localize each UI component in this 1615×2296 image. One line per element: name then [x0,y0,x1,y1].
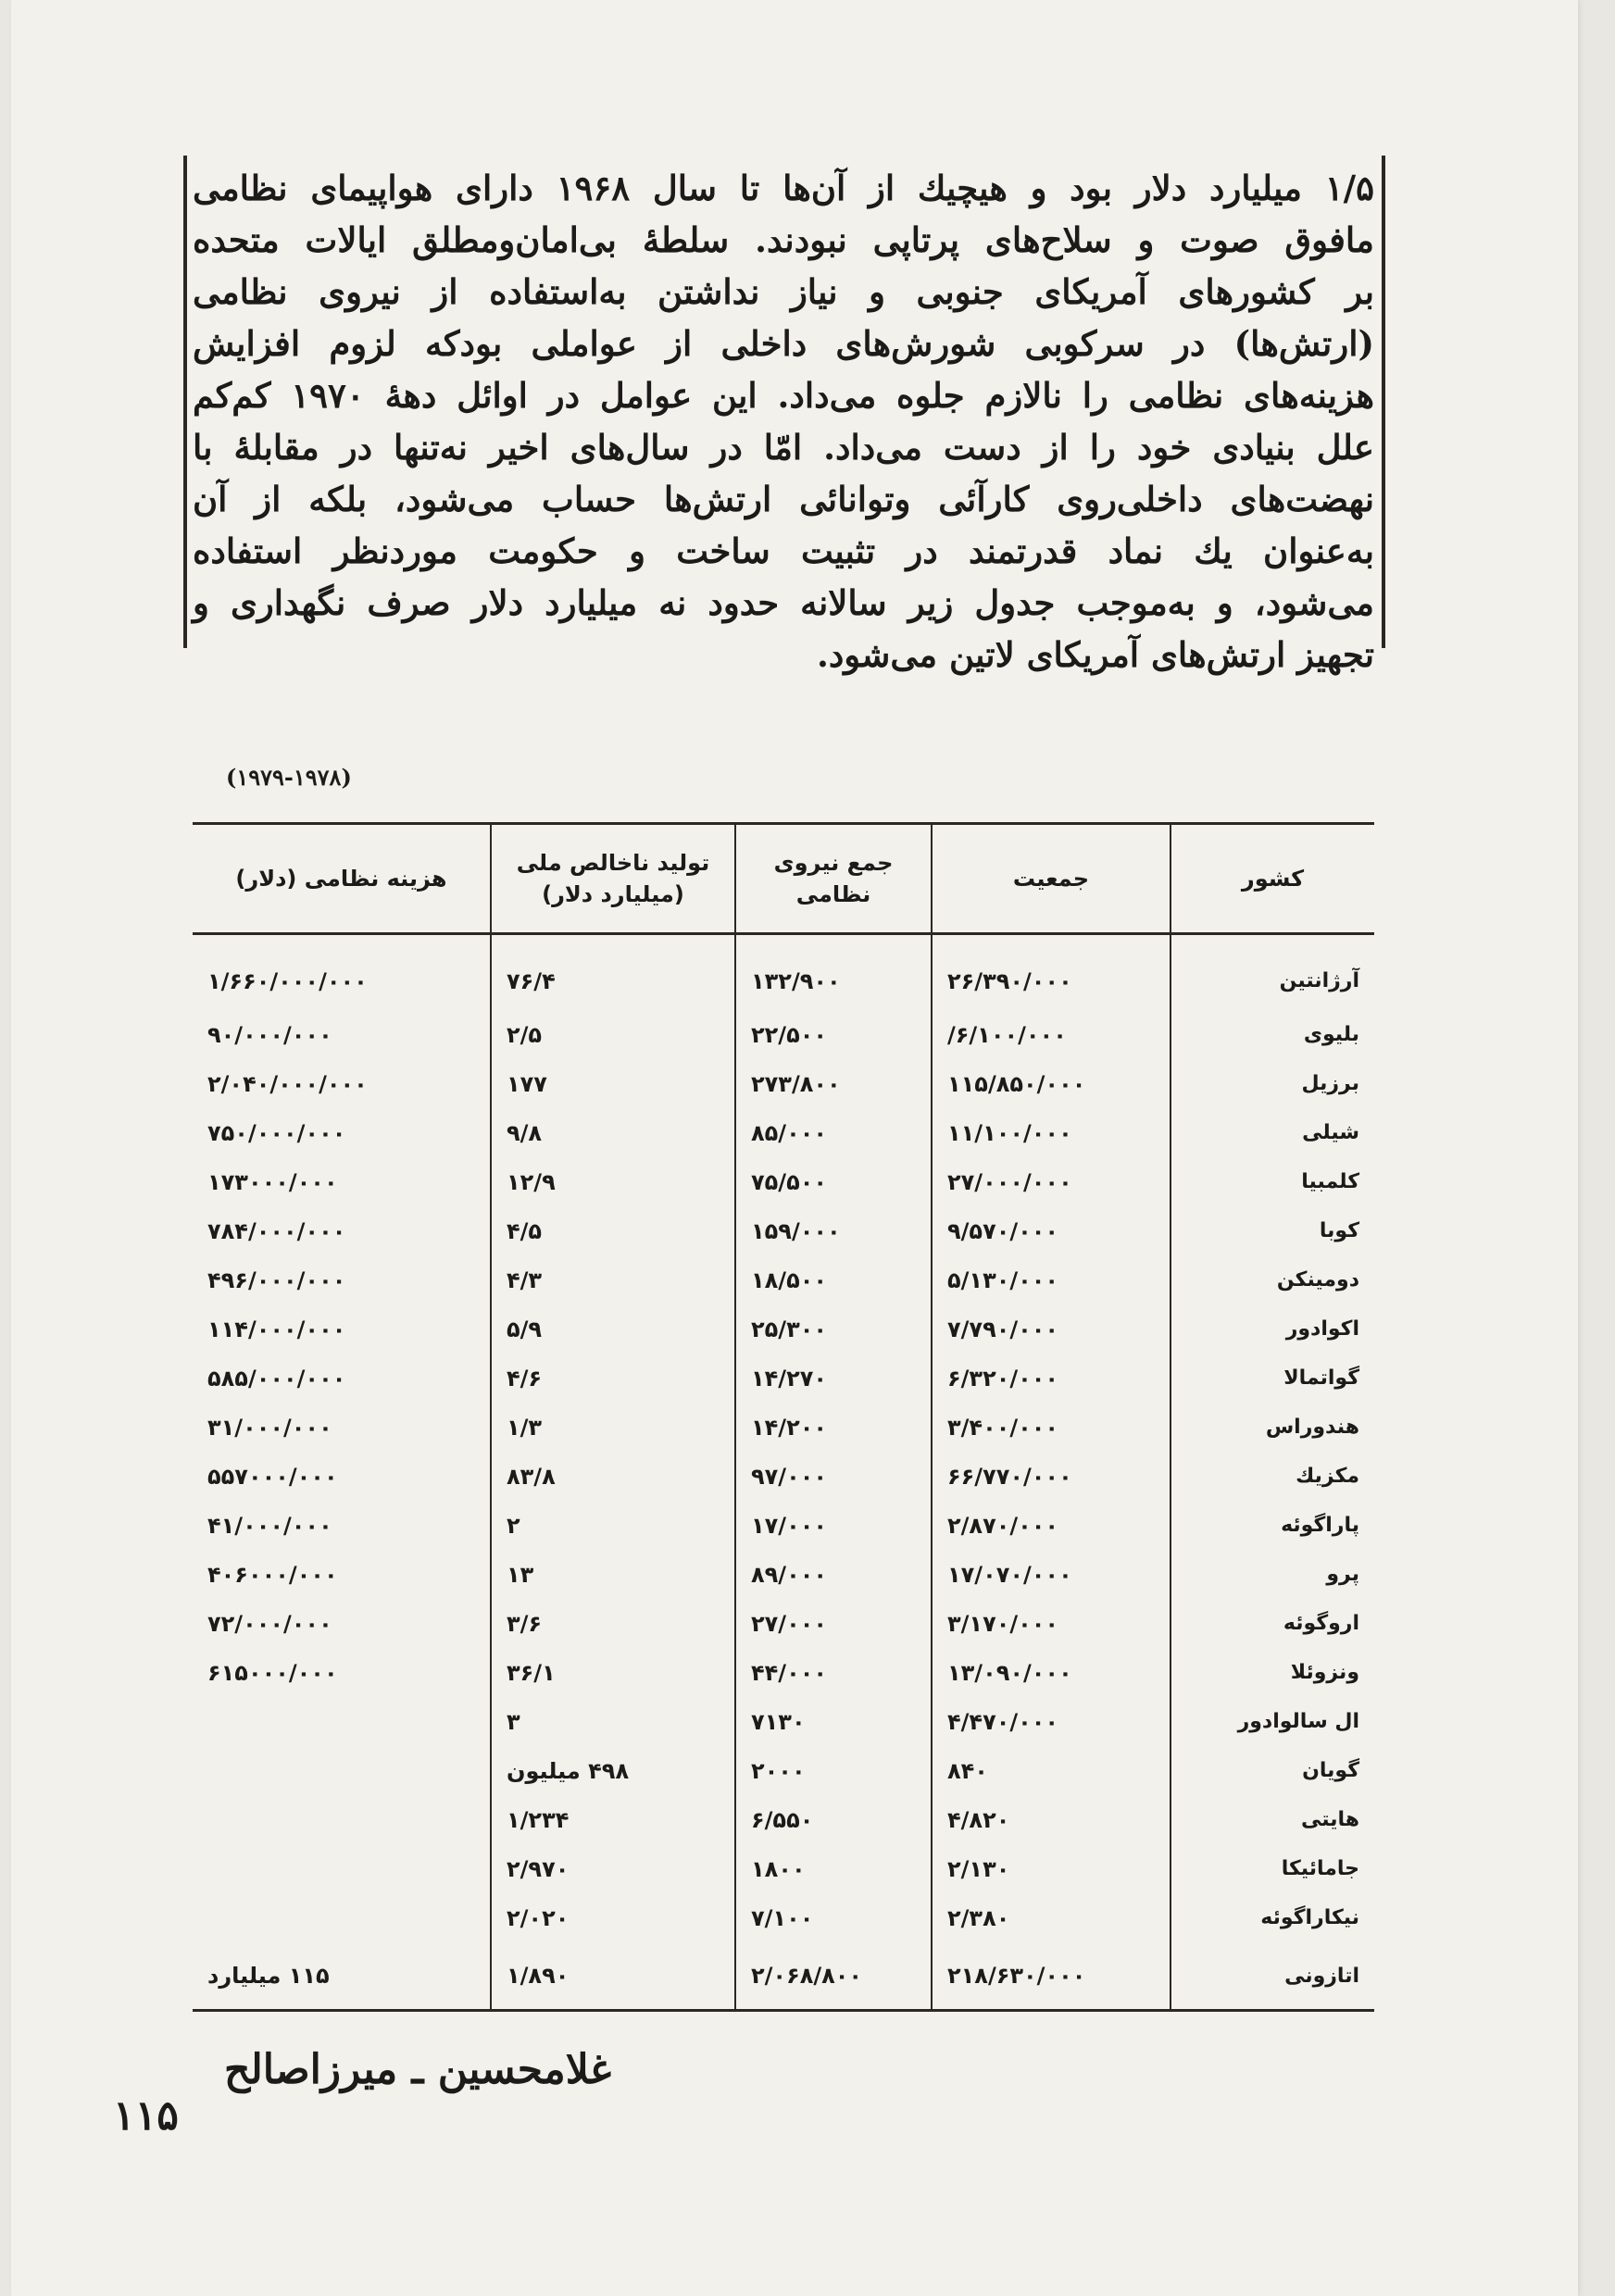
cell-country: شیلی [1171,1108,1374,1157]
cell-military: ۱۳۲/۹۰۰ [735,934,932,1011]
paragraph-line: علل بنیادی خود را از دست می‌داد. امّا در سال‌های اخیر نه‌تنها در مقابلهٔ با [193,427,1374,468]
cell-military: ۱۸/۵۰۰ [735,1255,932,1304]
cell-country: هایتی [1171,1795,1374,1844]
table-row [193,1354,1374,1403]
cell-military: ۲/۰۶۸/۸۰۰ [735,1942,932,2011]
cell-country: آرژانتین [1171,934,1374,1011]
cell-gnp: ۵/۹ [491,1304,735,1354]
cell-military: ۷/۱۰۰ [735,1893,932,1942]
paragraph-line: نهضت‌های داخلی‌روی کارآئی وتوانائی ارتش‌ها حساب می‌شود، بلکه از آن [193,479,1375,519]
header-country: کشور [1171,824,1374,934]
paragraph-line: بر کشورهای آمریکای جنوبی و نیاز نداشتن به‌استفاده از نیروی نظامی [193,271,1374,312]
table-source-years: (۱۹۷۹-۱۹۷۸) [226,764,352,791]
cell-expenditure: ۷۲/۰۰۰/۰۰۰ [207,1610,332,1637]
cell-expenditure [193,1697,491,1746]
cell-gnp: ۴۹۸ میلیون [491,1746,735,1795]
cell-military: ۱۸۰۰ [735,1844,932,1893]
cell-expenditure: ۵۵۷۰۰۰/۰۰۰ [207,1463,338,1490]
table-row [193,1403,1374,1452]
header-gnp: تولید ناخالص ملی (میلیارد دلار) [491,824,735,934]
cell-gnp: ۱/۸۹۰ [491,1942,735,2011]
cell-population: ۴/۸۲۰ [932,1795,1171,1844]
cell-expenditure: ۶۱۵۰۰۰/۰۰۰ [207,1659,338,1686]
cell-military: ۲۷/۰۰۰ [735,1599,932,1648]
cell-population: ۱۷/۰۷۰/۰۰۰ [932,1550,1171,1599]
header-population: جمعیت [932,824,1171,934]
cell-expenditure: ۹۰/۰۰۰/۰۰۰ [207,1021,332,1048]
cell-country: اروگوئه [1171,1599,1374,1648]
cell-gnp: ۳۶/۱ [491,1648,735,1697]
table-row [193,1452,1374,1501]
cell-expenditure: ۷۸۴/۰۰۰/۰۰۰ [207,1217,346,1244]
cell-country: کوبا [1171,1206,1374,1255]
cell-military: ۸۹/۰۰۰ [735,1550,932,1599]
cell-country: ال سالوادور [1171,1697,1374,1746]
table-row [193,1795,1374,1844]
paragraph-line: مافوق صوت و سلاح‌های پرتاپی نبودند. سلطهٔ بی‌امان‌ومطلق ایالات متحده [193,219,1374,260]
cell-expenditure: ۱۱۴/۰۰۰/۰۰۰ [207,1316,346,1342]
cell-country: پاراگوئه [1171,1501,1374,1550]
military-statistics-table [193,822,1374,2012]
paragraph-line: (ارتش‌ها) در سرکوبی شورش‌های داخلی از عواملی بودکه لزوم افزایش [193,323,1374,364]
cell-military: ۱۵۹/۰۰۰ [735,1206,932,1255]
cell-expenditure [193,1844,491,1893]
cell-country: برزیل [1171,1059,1374,1108]
table-row [193,1648,1374,1697]
table-row [193,1942,1374,2011]
cell-population: ۱۱۵/۸۵۰/۰۰۰ [932,1059,1171,1108]
table-row [193,1697,1374,1746]
margin-rule-left [183,156,187,648]
cell-military: ۸۵/۰۰۰ [735,1108,932,1157]
table-row [193,1304,1374,1354]
cell-gnp: ۴/۳ [491,1255,735,1304]
cell-military: ۱۴/۲۷۰ [735,1354,932,1403]
cell-population: ۶/۱۰۰/۰۰۰/ [932,1010,1171,1059]
cell-expenditure: ۱۷۳۰۰۰/۰۰۰ [207,1168,338,1195]
cell-military: ۱۷/۰۰۰ [735,1501,932,1550]
cell-country: بلیوی [1171,1010,1374,1059]
cell-gnp: ۲/۹۷۰ [491,1844,735,1893]
cell-military: ۷۵/۵۰۰ [735,1157,932,1206]
cell-military: ۲۲/۵۰۰ [735,1010,932,1059]
cell-country: ونزوئلا [1171,1648,1374,1697]
table-row [193,1059,1374,1108]
cell-expenditure: ۴۹۶/۰۰۰/۰۰۰ [207,1267,346,1293]
cell-gnp: ۳ [491,1697,735,1746]
cell-expenditure: ۴۱/۰۰۰/۰۰۰ [207,1512,332,1539]
page-number: ۱۱۵ [113,2092,179,2140]
cell-country: اتازونی [1171,1942,1374,2011]
table-row [193,1206,1374,1255]
cell-gnp: ۲/۵ [491,1010,735,1059]
cell-country: گویان [1171,1746,1374,1795]
cell-gnp: ۸۳/۸ [491,1452,735,1501]
cell-population: ۲/۳۸۰ [932,1893,1171,1942]
paragraph-line: هزینه‌های نظامی را نالازم جلوه می‌داد. این عوامل در اوائل دههٔ ۱۹۷۰ کم‌کم [193,375,1374,416]
body-paragraph [193,162,1374,680]
cell-gnp: ۱۲/۹ [491,1157,735,1206]
cell-gnp: ۱/۳ [491,1403,735,1452]
margin-rule-right [1382,156,1385,648]
table-row [193,1550,1374,1599]
cell-gnp: ۱/۲۳۴ [491,1795,735,1844]
table-row [193,1844,1374,1893]
cell-gnp: ۹/۸ [491,1108,735,1157]
table-row [193,1255,1374,1304]
cell-gnp: ۱۷۷ [491,1059,735,1108]
cell-country: کلمبیا [1171,1157,1374,1206]
cell-expenditure: ۴۰۶۰۰۰/۰۰۰ [207,1561,338,1588]
table-row [193,1746,1374,1795]
cell-gnp: ۷۶/۴ [491,934,735,1011]
author-name: غلامحسین ـ میرزاصالح [224,2046,611,2093]
cell-population: ۱۱/۱۰۰/۰۰۰ [932,1108,1171,1157]
cell-military: ۲۵/۳۰۰ [735,1304,932,1354]
cell-gnp: ۴/۵ [491,1206,735,1255]
cell-country: پرو [1171,1550,1374,1599]
cell-expenditure: ۱/۶۶۰/۰۰۰/۰۰۰ [207,967,368,994]
cell-country: دومینکن [1171,1255,1374,1304]
cell-population: ۷/۷۹۰/۰۰۰ [932,1304,1171,1354]
table-row [193,1501,1374,1550]
header-military-total: جمع نیروی نظامی [735,824,932,934]
paragraph-line: تجهیز ارتش‌های آمریکای لاتین می‌شود. [816,634,1374,675]
cell-population: ۶/۳۲۰/۰۰۰ [932,1354,1171,1403]
cell-gnp: ۳/۶ [491,1599,735,1648]
cell-military: ۲۷۳/۸۰۰ [735,1059,932,1108]
book-page [11,0,1578,2296]
cell-population: ۸۴۰ [932,1746,1171,1795]
cell-expenditure: ۷۵۰/۰۰۰/۰۰۰ [207,1119,346,1146]
cell-population: ۲۷/۰۰۰/۰۰۰ [932,1157,1171,1206]
cell-military: ۶/۵۵۰ [735,1795,932,1844]
paragraph-line: به‌عنوان یك نماد قدرتمند در تثبیت ساخت و حکومت موردنظر استفاده [193,530,1374,571]
table-row [193,1157,1374,1206]
cell-population: ۲۱۸/۶۳۰/۰۰۰ [932,1942,1171,2011]
cell-population: ۳/۱۷۰/۰۰۰ [932,1599,1171,1648]
cell-military: ۱۴/۲۰۰ [735,1403,932,1452]
table-row [193,934,1374,1011]
cell-population: ۲/۱۳۰ [932,1844,1171,1893]
cell-gnp: ۱۳ [491,1550,735,1599]
cell-country: جامائیکا [1171,1844,1374,1893]
cell-expenditure [193,1893,491,1942]
cell-expenditure [193,1795,491,1844]
table-row [193,1010,1374,1059]
cell-military: ۲۰۰۰ [735,1746,932,1795]
cell-population: ۲۶/۳۹۰/۰۰۰ [932,934,1171,1011]
cell-military: ۴۴/۰۰۰ [735,1648,932,1697]
cell-population: ۴/۴۷۰/۰۰۰ [932,1697,1171,1746]
cell-country: اکوادور [1171,1304,1374,1354]
cell-expenditure: ۱۱۵ میلیارد [193,1942,491,2011]
cell-military: ۹۷/۰۰۰ [735,1452,932,1501]
cell-population: ۱۳/۰۹۰/۰۰۰ [932,1648,1171,1697]
cell-expenditure: ۲/۰۴۰/۰۰۰/۰۰۰ [207,1070,368,1097]
table-row [193,1599,1374,1648]
paragraph-line: ۱/۵ میلیارد دلار بود و هیچیك از آن‌ها تا سال ۱۹۶۸ دارای هواپیمای نظامی [193,168,1374,208]
cell-military: ۷۱۳۰ [735,1697,932,1746]
cell-population: ۳/۴۰۰/۰۰۰ [932,1403,1171,1452]
cell-gnp: ۴/۶ [491,1354,735,1403]
header-military-expenditure: هزینه نظامی (دلار) [193,824,491,934]
cell-gnp: ۲/۰۲۰ [491,1893,735,1942]
table-row [193,1893,1374,1942]
cell-country: مکزیك [1171,1452,1374,1501]
cell-population: ۵/۱۳۰/۰۰۰ [932,1255,1171,1304]
cell-population: ۹/۵۷۰/۰۰۰ [932,1206,1171,1255]
cell-expenditure: ۵۸۵/۰۰۰/۰۰۰ [207,1365,346,1391]
cell-population: ۶۶/۷۷۰/۰۰۰ [932,1452,1171,1501]
cell-country: هندوراس [1171,1403,1374,1452]
table-row [193,1108,1374,1157]
cell-country: نیکاراگوئه [1171,1893,1374,1942]
cell-expenditure: ۳۱/۰۰۰/۰۰۰ [207,1414,332,1441]
cell-population: ۲/۸۷۰/۰۰۰ [932,1501,1171,1550]
cell-expenditure [193,1746,491,1795]
paragraph-line: می‌شود، و به‌موجب جدول زیر سالانه حدود نه میلیارد دلار صرف نگهداری و [193,582,1374,623]
cell-country: گواتمالا [1171,1354,1374,1403]
cell-gnp: ۲ [491,1501,735,1550]
table-header-row [193,824,1374,934]
